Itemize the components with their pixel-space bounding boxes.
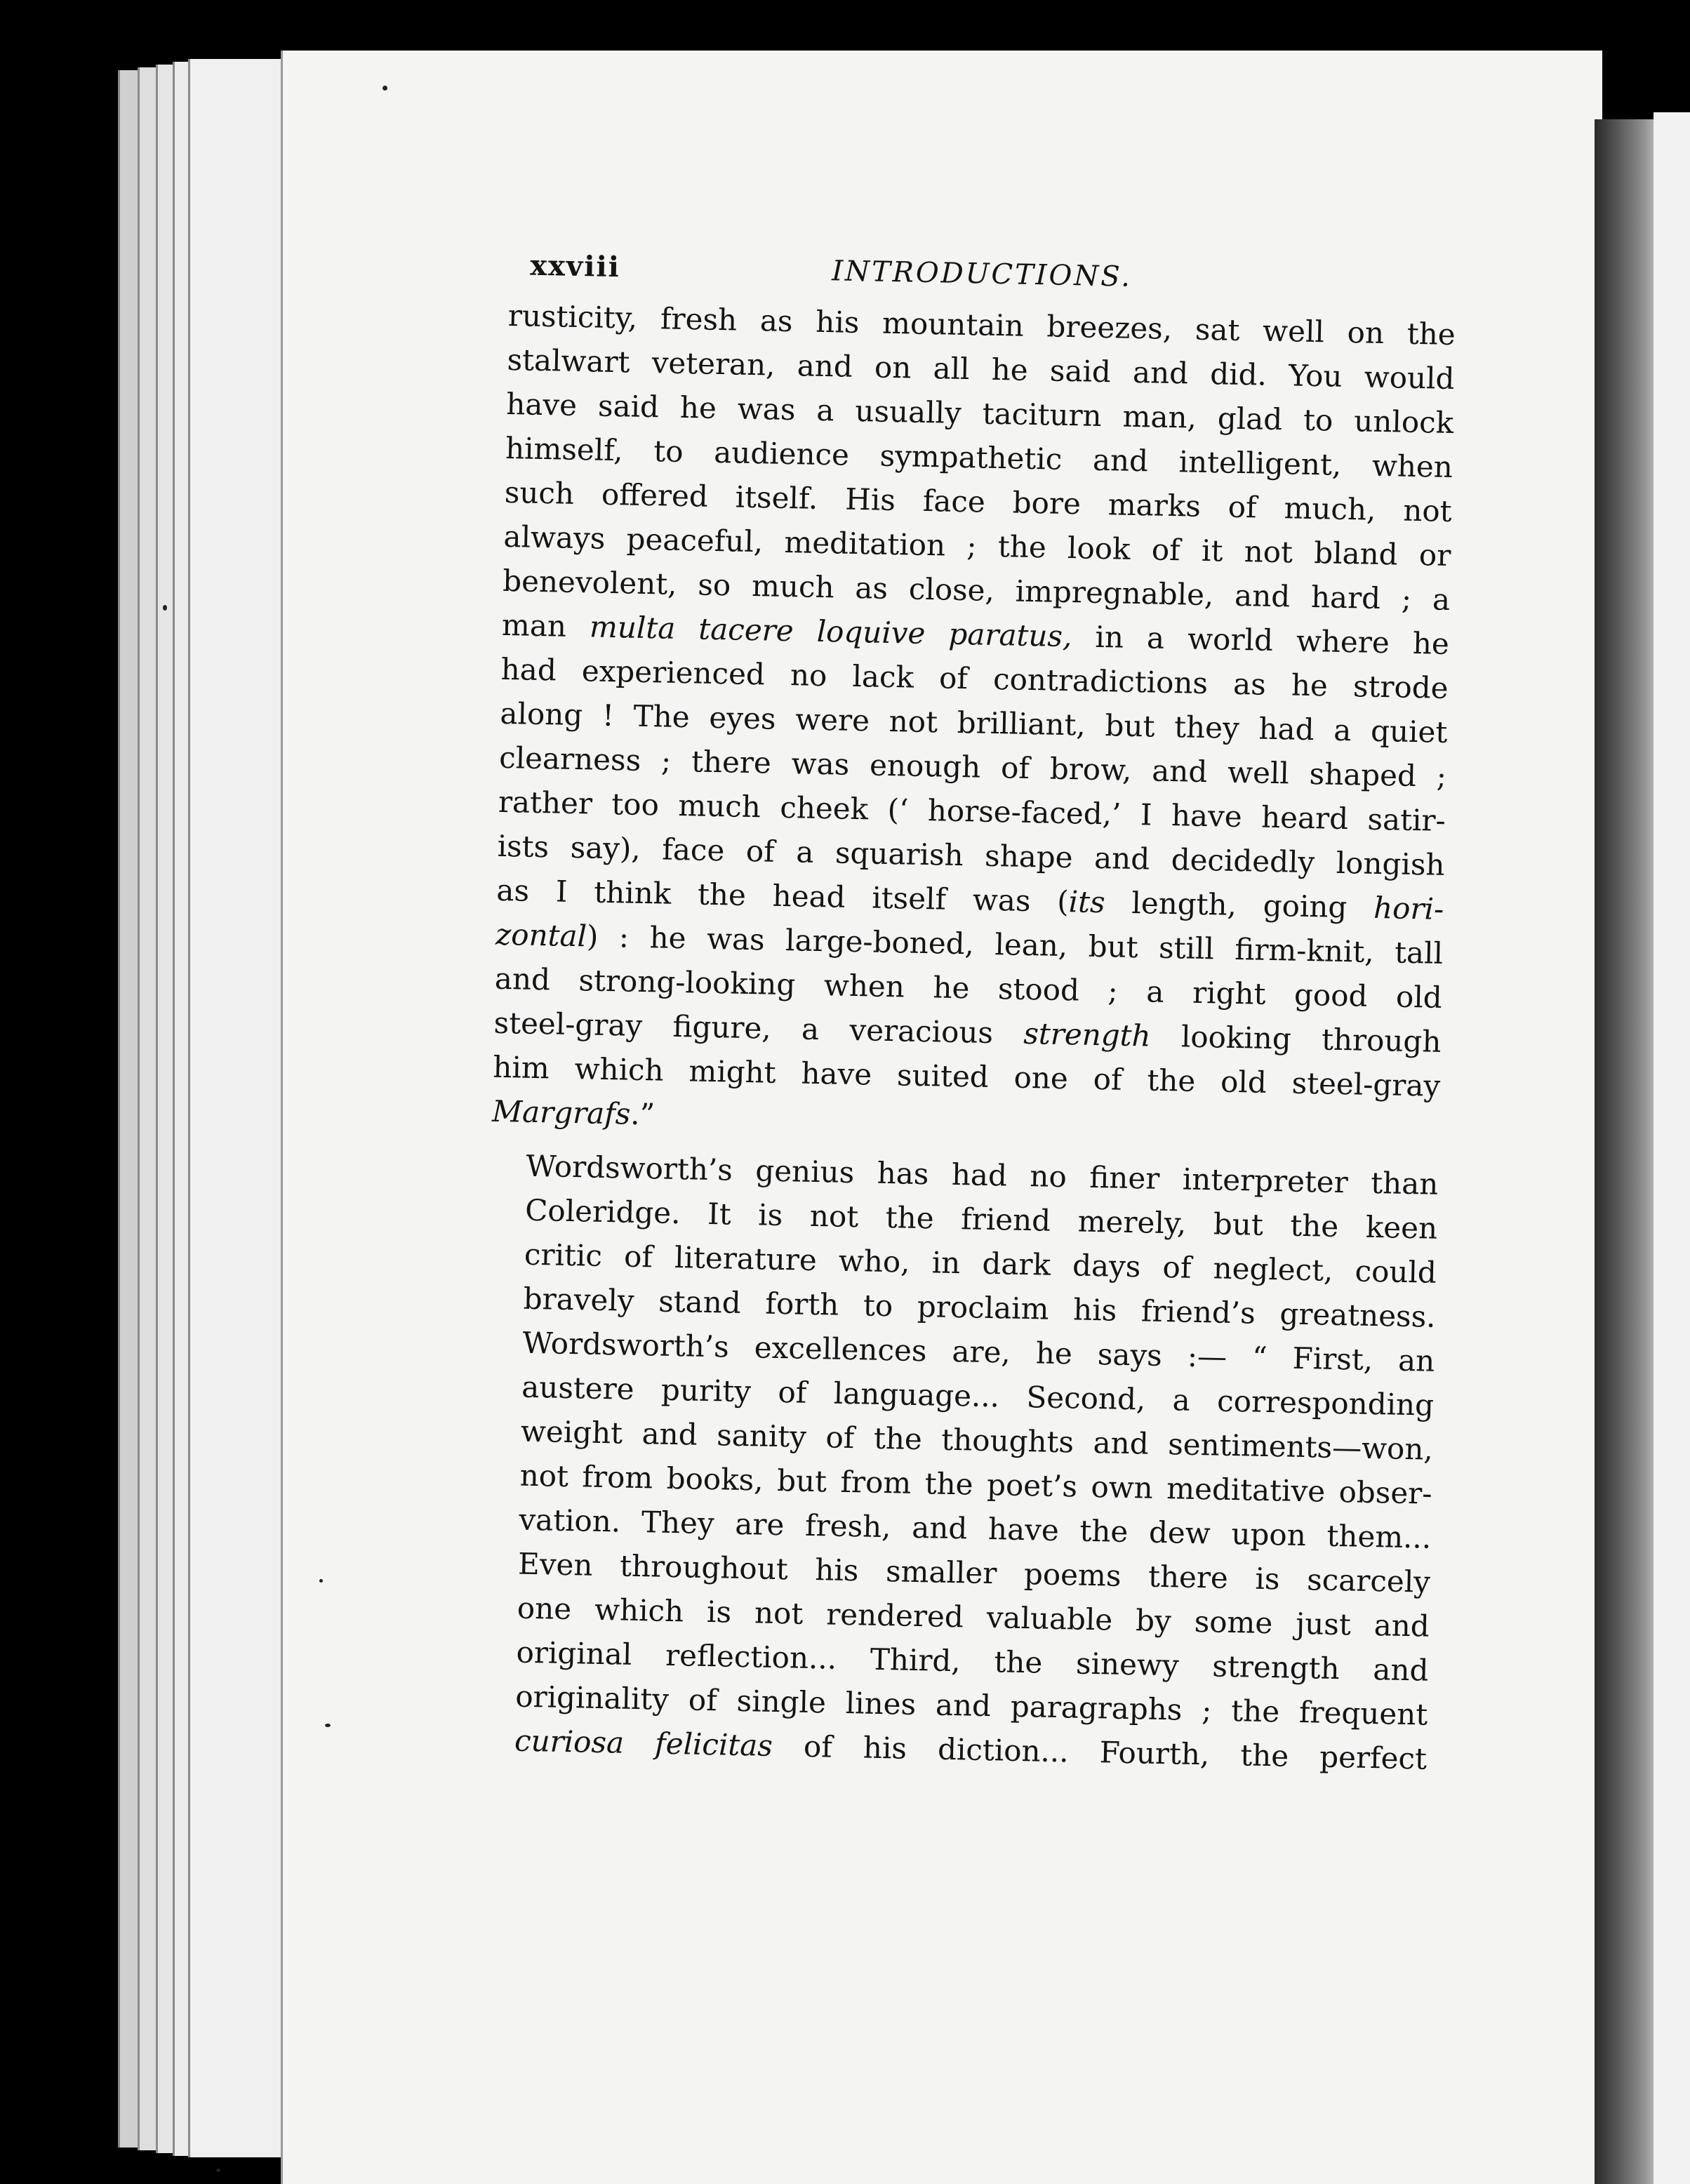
text-line: rather too much cheek (‘ horse-faced,’ I have heard satir- (498, 784, 1446, 838)
binding-gutter (1595, 119, 1658, 2184)
paragraph-2 (444, 1143, 1439, 1781)
text-line: have said he was a usually taciturn man, glad to unlock (505, 386, 1454, 441)
scan-speck (163, 605, 167, 611)
scan-speck (382, 86, 387, 91)
text-line: zontal) : he was large-boned, lean, but still firm-knit, tall (495, 917, 1444, 971)
text-line: weight and sanity of the thoughts and sentiments—won, (520, 1413, 1434, 1467)
text-line: Even throughout his smaller poems there is scarcely (517, 1546, 1431, 1599)
page-number: xxviii (529, 248, 621, 284)
text-line: benevolent, so much as close, impregnable, and hard ; a (502, 563, 1451, 617)
text-line: always peaceful, meditation ; the look of it not bland or (503, 519, 1451, 573)
running-head: INTRODUCTIONS. (831, 255, 1133, 293)
text-line: ists say), face of a squarish shape and decidedly longish (497, 828, 1445, 882)
text-line: Wordsworth’s genius has had no finer interpreter than (526, 1148, 1439, 1201)
text-line: as I think the head itself was (its length, going hori- (495, 872, 1444, 926)
text-line: had experienced no lack of contradictions as he strode (500, 651, 1449, 705)
text-block (444, 242, 1457, 1781)
text-line: Coleridge. It is not the friend merely, but the keen (524, 1192, 1438, 1246)
text-line: not from books, but from the poet’s own meditative obser- (519, 1458, 1432, 1511)
paragraph-1 (457, 293, 1456, 1152)
text-line: rusticity, fresh as his mountain breezes, sat well on the (507, 298, 1456, 352)
scan-speck (319, 1579, 323, 1583)
text-line: bravely stand forth to proclaim his friend’s greatness. (523, 1281, 1437, 1334)
text-line: original reflection... Third, the sinewy strength and (516, 1634, 1429, 1688)
text-line: clearness ; there was enough of brow, and well shaped ; (498, 740, 1447, 794)
text-line: him which might have suited one of the old steel-gray (492, 1049, 1441, 1103)
text-line: Margrafs.” (491, 1093, 656, 1132)
scan-speck (216, 2169, 220, 2172)
text-line: and strong-looking when he stood ; a right good old (494, 961, 1443, 1015)
text-line: such offered itself. His face bore marks of much, not (504, 474, 1453, 529)
text-line: himself, to audience sympathetic and intelligent, when (505, 430, 1453, 485)
text-line: steel-gray figure, a veracious strength looking through (493, 1005, 1442, 1059)
text-line: man multa tacere loquive paratus, in a world where he (501, 607, 1450, 661)
text-line: originality of single lines and paragraphs ; the frequent (514, 1679, 1428, 1732)
facing-page-edge (1654, 112, 1690, 2184)
text-line: stalwart veteran, and on all he said and did. You would (507, 342, 1455, 397)
text-line: Wordsworth’s excellences are, he says :— “ First, an (522, 1325, 1435, 1378)
text-line: vation. They are fresh, and have the dew upon them... (518, 1502, 1432, 1555)
text-line: one which is not rendered valuable by some just and (517, 1590, 1430, 1644)
text-line: curiosa felicitas of his diction... Fourth, the perfect (514, 1723, 1428, 1776)
text-line: along ! The eyes were not brilliant, but they had a quiet (500, 695, 1448, 750)
scan-speck (325, 1724, 331, 1727)
text-line: critic of literature who, in dark days of neglect, could (524, 1237, 1437, 1290)
text-line: austere purity of language... Second, a corresponding (521, 1369, 1435, 1423)
